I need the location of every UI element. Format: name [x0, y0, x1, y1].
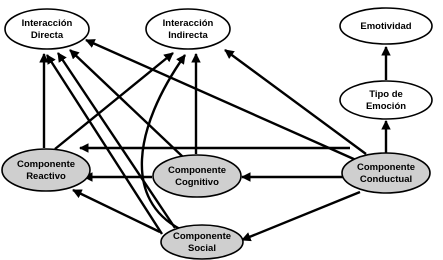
node-componente-conductual-line2: Conductual — [359, 174, 413, 185]
node-tipo-emocion-line1: Tipo de — [369, 89, 403, 100]
node-componente-cognitivo-line2: Cognitivo — [175, 177, 219, 188]
edge-conductual-to-social — [242, 192, 360, 240]
node-emotividad-label: Emotividad — [360, 21, 412, 32]
node-interaccion-directa-line2: Directa — [30, 30, 64, 41]
node-emotividad — [340, 8, 432, 44]
node-tipo-emocion — [340, 81, 432, 119]
node-interaccion-indirecta-line2: Indirecta — [168, 30, 208, 41]
node-componente-reactivo — [2, 149, 90, 191]
node-componente-reactivo-line2: Reactivo — [26, 171, 66, 182]
node-interaccion-directa — [5, 9, 89, 49]
edge-cognitivo-to-directa — [70, 50, 183, 157]
node-interaccion-indirecta — [146, 9, 230, 49]
node-componente-cognitivo-line1: Componente — [167, 165, 227, 176]
node-componente-social-line2: Social — [188, 243, 216, 254]
node-componente-social-line1: Componente — [172, 231, 232, 242]
node-componente-conductual-line1: Componente — [356, 162, 416, 173]
edges — [44, 40, 386, 240]
node-interaccion-indirecta-line1: Interacción — [162, 18, 214, 29]
node-componente-cognitivo — [153, 155, 241, 197]
edge-reactivo-to-indirecta — [55, 53, 173, 149]
node-interaccion-directa-line1: Interacción — [21, 18, 73, 29]
node-tipo-emocion-line2: Emoción — [365, 101, 407, 112]
edge-social-to-directa-2 — [58, 53, 175, 228]
edge-conductual-to-directa — [86, 40, 356, 160]
node-componente-conductual — [342, 153, 430, 193]
node-componente-social — [161, 225, 243, 259]
node-componente-reactivo-line1: Componente — [16, 159, 76, 170]
